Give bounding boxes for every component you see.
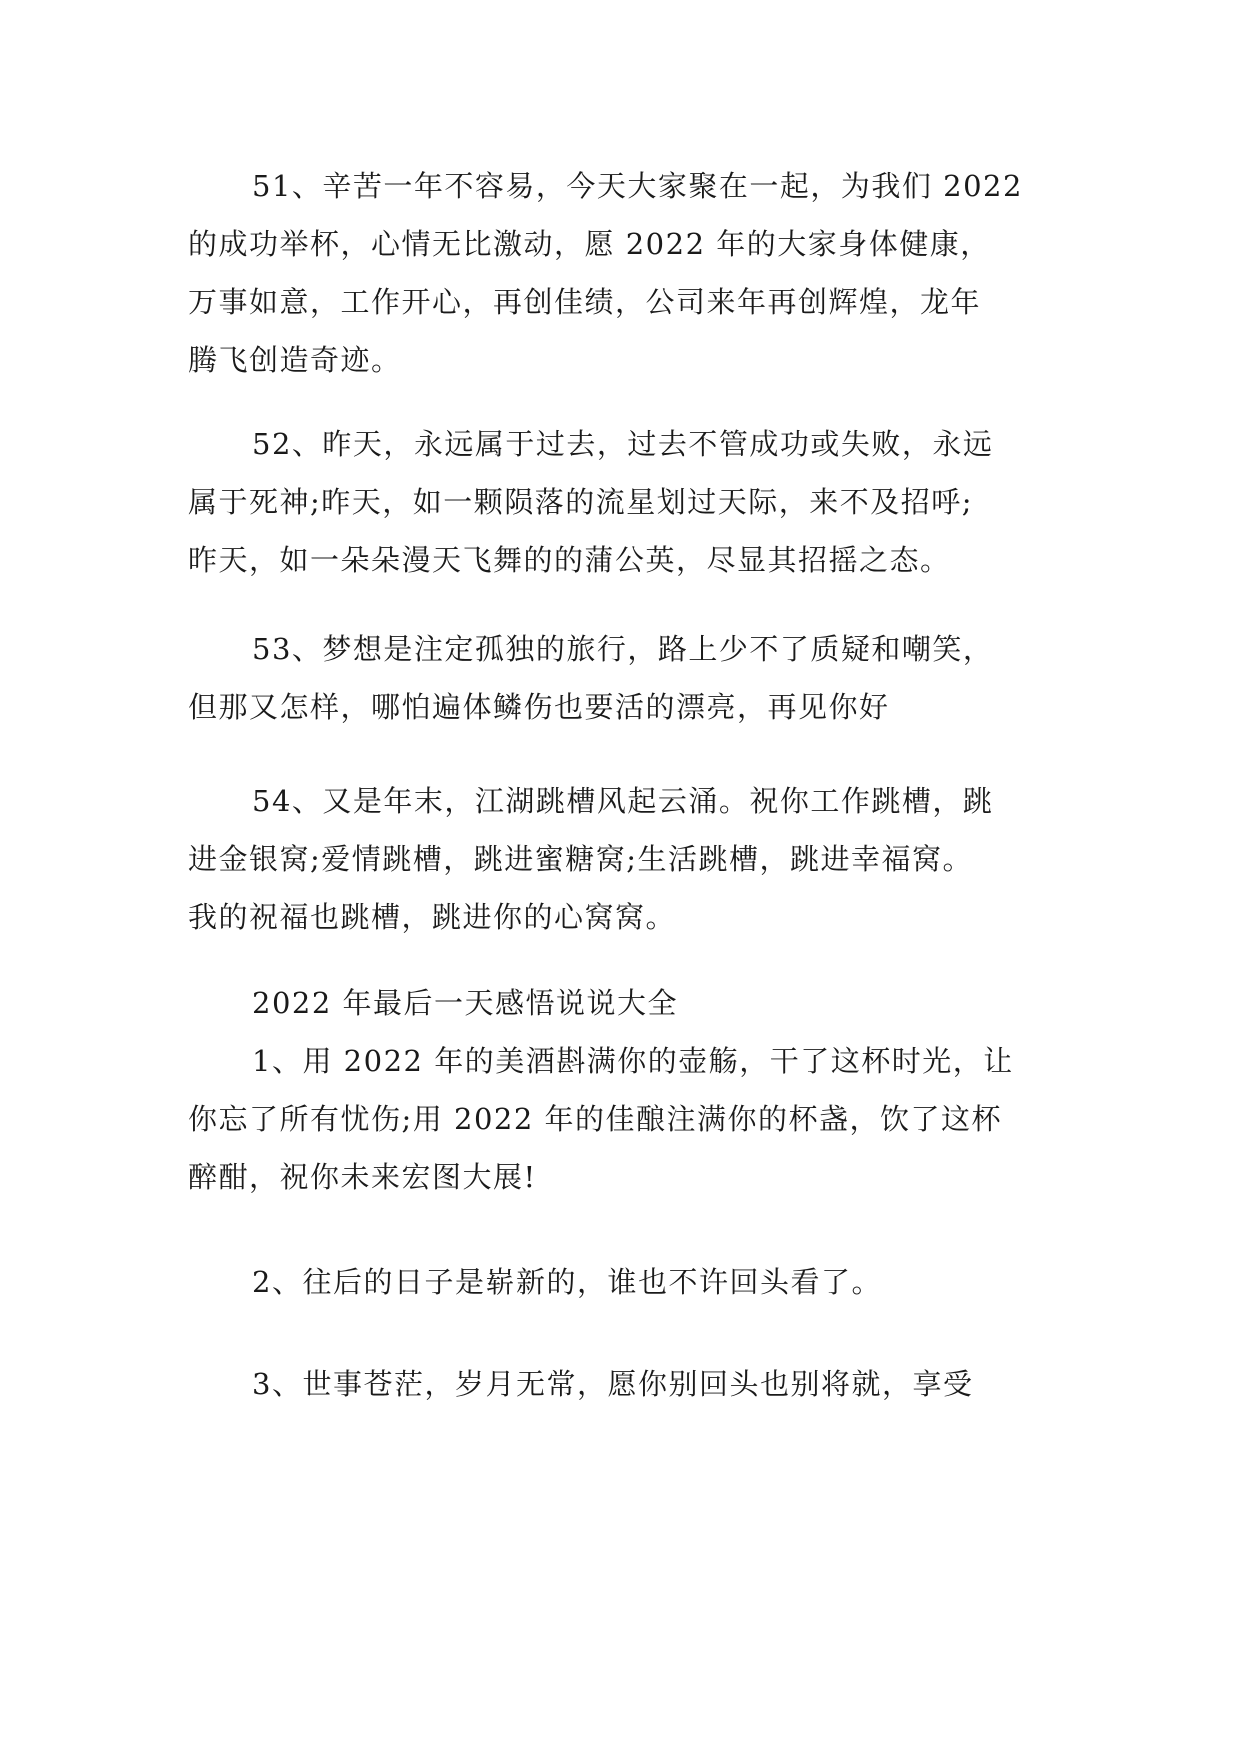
section-2022-last-day	[188, 974, 1060, 1206]
text-line: 万事如意，工作开心，再创佳绩，公司来年再创辉煌，龙年	[188, 285, 982, 319]
paragraph-3	[188, 1355, 1060, 1413]
paragraph-52	[188, 415, 1060, 589]
text-line: 你忘了所有忧伤;用 2022 年的佳酿注满你的杯盏，饮了这杯	[188, 1102, 1003, 1136]
text-line: 53、梦想是注定孤独的旅行，路上少不了质疑和嘲笑，	[252, 632, 994, 666]
section-heading: 2022 年最后一天感悟说说大全	[252, 986, 679, 1020]
paragraph-53	[188, 620, 1060, 736]
text-line: 进金银窝;爱情跳槽，跳进蜜糖窝;生活跳槽，跳进幸福窝。	[188, 842, 974, 876]
text-line: 腾飞创造奇迹。	[188, 343, 402, 377]
paragraph-51	[188, 157, 1060, 389]
text-line: 属于死神;昨天，如一颗陨落的流星划过天际，来不及招呼;	[188, 485, 974, 519]
text-line: 2、往后的日子是崭新的，谁也不许回头看了。	[252, 1265, 882, 1299]
text-line: 我的祝福也跳槽，跳进你的心窝窝。	[188, 900, 677, 934]
text-line: 54、又是年末，江湖跳槽风起云涌。祝你工作跳槽，跳	[252, 784, 994, 818]
text-line: 52、昨天，永远属于过去，过去不管成功或失败，永远	[252, 427, 994, 461]
text-line: 但那又怎样，哪怕遍体鳞伤也要活的漂亮，再见你好	[188, 690, 890, 724]
paragraph-2	[188, 1253, 1060, 1311]
text-line: 醉酣，祝你未来宏图大展!	[188, 1160, 537, 1194]
text-line: 51、辛苦一年不容易，今天大家聚在一起，为我们 2022	[252, 169, 1023, 203]
text-line: 的成功举杯，心情无比激动，愿 2022 年的大家身体健康，	[188, 227, 991, 261]
text-line: 1、用 2022 年的美酒斟满你的壶觞，干了这杯时光，让	[252, 1044, 1014, 1078]
text-line: 昨天，如一朵朵漫天飞舞的的蒲公英，尽显其招摇之态。	[188, 543, 951, 577]
paragraph-54	[188, 772, 1060, 946]
text-line: 3、世事苍茫，岁月无常，愿你别回头也别将就，享受	[252, 1367, 974, 1401]
